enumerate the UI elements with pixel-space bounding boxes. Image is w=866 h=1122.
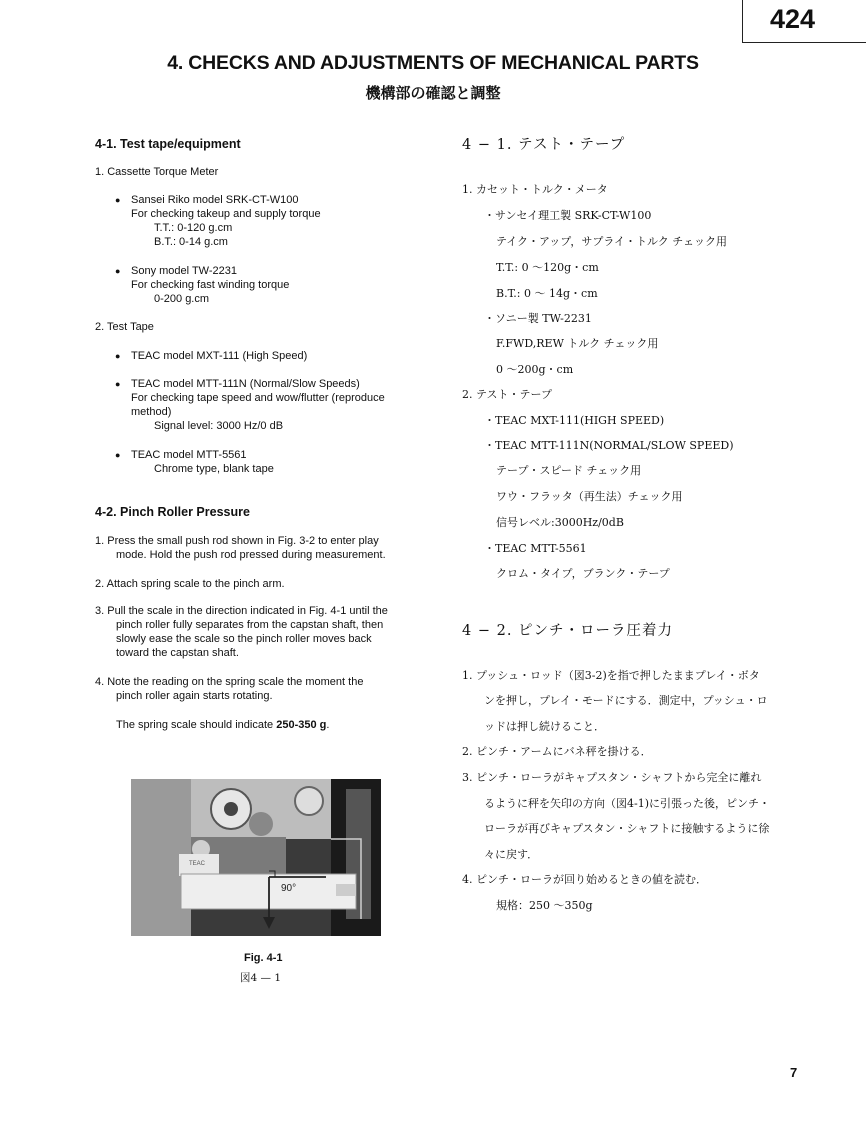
figure-4-1-photo	[131, 779, 381, 936]
text-line: ローラが再びキャプスタン・シャフトに接触するように徐	[484, 822, 770, 835]
text-line: B.T.: 0 ～ 14g・cm	[496, 287, 598, 300]
list-item: 2. Test Tape	[95, 321, 154, 333]
bullet-item: ● Sony model TW-2231	[131, 264, 237, 278]
list-item: 1. プッシュ・ロッド（図3-2)を指で押したままプレイ・ボタ	[462, 669, 760, 682]
spec-line-jp: 規格：250 ～350g	[496, 899, 593, 912]
text-line: slowly ease the scale so the pinch roller moves back	[116, 633, 372, 645]
list-item: ・TEAC MTT-111N(NORMAL/SLOW SPEED)	[484, 439, 734, 452]
list-item: ・サンセイ理工製 SRK-CT-W100	[484, 209, 652, 222]
bullet-item: ● TEAC model MXT-111 (High Speed)	[131, 349, 307, 363]
spec-value: 250-350 g	[276, 719, 327, 731]
model-number: 424	[770, 4, 816, 34]
page-title: 4. CHECKS AND ADJUSTMENTS OF MECHANICAL PARTS	[167, 52, 699, 74]
list-item: 1. カセット・トルク・メータ	[462, 183, 608, 196]
list-item: 2. Attach spring scale to the pinch arm.	[95, 578, 285, 590]
text-line: 0-200 g.cm	[154, 293, 210, 305]
text-line: ンを押し，プレイ・モードにする．測定中，プッシュ・ロ	[484, 694, 768, 707]
text-line: B.T.: 0-14 g.cm	[154, 236, 228, 248]
text-line: T.T.: 0 ～120g・cm	[496, 261, 599, 274]
text-line: mode. Hold the push rod pressed during measurement.	[116, 549, 386, 561]
text-line: method)	[131, 406, 172, 418]
text-line: pinch roller fully separates from the capstan shaft, then	[116, 619, 384, 631]
bullet-item: ● TEAC model MTT-111N (Normal/Slow Speeds)	[131, 377, 360, 391]
section-heading-4-2: 4-2. Pinch Roller Pressure	[95, 505, 250, 519]
list-item: ・ソニー製 TW-2231	[484, 312, 592, 325]
figure-caption-jp: 図4 — 1	[240, 972, 282, 984]
text-line: For checking fast winding torque	[131, 279, 290, 291]
list-item: 4. ピンチ・ローラが回り始めるときの値を読む．	[462, 873, 707, 886]
text-line: テープ・スピード チェック用	[496, 464, 642, 477]
section-heading-jp-4-1: 4 − 1. テスト・テープ	[462, 137, 626, 153]
text-line: Chrome type, blank tape	[154, 463, 274, 475]
text-line: ワウ・フラッタ（再生法）チェック用	[496, 490, 683, 503]
bullet-item: ● TEAC model MTT-5561	[131, 448, 247, 462]
section-heading-4-1: 4-1. Test tape/equipment	[95, 137, 241, 151]
list-item: 3. Pull the scale in the direction indicated in Fig. 4-1 until the	[95, 605, 388, 617]
list-item: ・TEAC MTT-5561	[484, 542, 587, 555]
section-heading-jp-4-2: 4 − 2. ピンチ・ローラ圧着力	[462, 623, 674, 639]
list-item: 3. ピンチ・ローラがキャプスタン・シャフトから完全に離れ	[462, 771, 762, 784]
teac-badge: TEAC	[189, 861, 206, 867]
text-line: T.T.: 0-120 g.cm	[154, 222, 233, 234]
text-line: 0 ～200g・cm	[496, 363, 574, 376]
text-line: toward the capstan shaft.	[116, 647, 239, 659]
text-line: ッドは押し続けること．	[484, 720, 605, 733]
list-item: 2. ピンチ・アームにバネ秤を掛ける．	[462, 745, 652, 758]
text-line: pinch roller again starts rotating.	[116, 690, 273, 702]
mechanism-illustration	[131, 779, 381, 936]
page-number: 7	[790, 1065, 798, 1080]
list-item: 4. Note the reading on the spring scale the moment the	[95, 676, 364, 688]
page-title-jp: 機構部の確認と調整	[365, 85, 501, 102]
text-line: 信号レベル:3000Hz/0dB	[496, 516, 624, 529]
bullet-item: ● Sansei Riko model SRK-CT-W100	[131, 193, 299, 207]
text-line: Signal level: 3000 Hz/0 dB	[154, 420, 284, 432]
text-line: るように秤を矢印の方向（図4-1)に引張った後，ピンチ・	[484, 797, 771, 810]
text-line: テイク・アップ，サプライ・トルク チェック用	[496, 235, 727, 248]
list-item: 1. Cassette Torque Meter	[95, 166, 219, 178]
text-line: 々に戻す．	[484, 848, 539, 861]
list-item: ・TEAC MXT-111(HIGH SPEED)	[484, 414, 665, 427]
list-item: 1. Press the small push rod shown in Fig. 3-2 to enter play	[95, 535, 379, 547]
text-line: クロム・タイプ，ブランク・テープ	[496, 567, 670, 580]
angle-label: 90°	[281, 883, 297, 894]
text-line: For checking tape speed and wow/flutter (reproduce	[131, 392, 385, 404]
list-item: 2. テスト・テープ	[462, 388, 553, 401]
spec-line: The spring scale should indicate 250-350 g.	[116, 719, 330, 731]
text-line: For checking takeup and supply torque	[131, 208, 321, 220]
text-line: F.FWD,REW トルク チェック用	[496, 337, 659, 350]
figure-caption: Fig. 4-1	[244, 952, 283, 964]
